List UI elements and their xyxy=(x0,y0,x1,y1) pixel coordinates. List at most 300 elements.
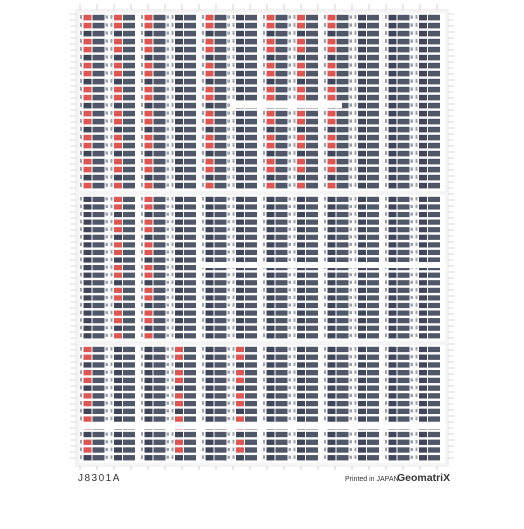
destination-label-sticker xyxy=(184,235,196,240)
destination-label-sticker xyxy=(389,347,397,352)
destination-label-sticker xyxy=(428,159,440,165)
label-index-mark xyxy=(294,417,296,421)
destination-label-sticker xyxy=(398,409,410,414)
label-index-mark xyxy=(263,355,265,359)
label-suffix-mark xyxy=(411,79,414,82)
destination-label-sticker xyxy=(184,273,196,278)
label-index-mark xyxy=(324,280,326,284)
label-index-mark xyxy=(202,63,204,67)
destination-label-sticker xyxy=(306,135,318,141)
destination-label-sticker xyxy=(84,227,92,232)
destination-label-sticker xyxy=(419,416,427,421)
destination-label-sticker xyxy=(358,127,366,133)
label-suffix-mark xyxy=(350,197,353,200)
destination-label-sticker xyxy=(215,31,227,37)
destination-label-sticker xyxy=(428,393,440,398)
destination-label-sticker xyxy=(215,159,227,165)
destination-label-sticker xyxy=(297,111,305,117)
destination-label-sticker xyxy=(245,362,257,367)
destination-label-sticker xyxy=(215,235,227,240)
destination-label-sticker xyxy=(245,87,257,93)
destination-label-sticker xyxy=(236,135,244,141)
destination-label-sticker xyxy=(428,280,440,285)
destination-label-sticker xyxy=(398,87,410,93)
destination-label-sticker xyxy=(276,212,288,217)
label-suffix-mark xyxy=(228,31,231,34)
destination-label-sticker xyxy=(337,295,349,300)
destination-label-sticker xyxy=(267,257,275,262)
destination-label-sticker xyxy=(123,87,135,93)
label-index-mark xyxy=(111,119,113,123)
destination-label-sticker xyxy=(419,175,427,181)
destination-label-sticker xyxy=(245,183,257,189)
label-suffix-mark xyxy=(411,183,414,186)
destination-label-sticker xyxy=(267,183,275,189)
label-index-mark xyxy=(172,227,174,231)
destination-label-sticker xyxy=(297,326,305,331)
label-suffix-mark xyxy=(106,159,109,162)
label-index-mark xyxy=(324,296,326,300)
label-index-mark xyxy=(80,205,82,209)
label-index-mark xyxy=(111,362,113,366)
label-suffix-mark xyxy=(350,228,353,231)
label-index-mark xyxy=(172,250,174,254)
destination-label-sticker xyxy=(154,39,166,45)
label-suffix-mark xyxy=(411,213,414,216)
destination-label-sticker xyxy=(184,310,196,315)
label-index-mark xyxy=(263,175,265,179)
destination-label-sticker xyxy=(93,39,105,45)
destination-label-sticker xyxy=(389,273,397,278)
label-index-mark xyxy=(233,303,235,307)
label-index-mark xyxy=(80,111,82,115)
destination-label-sticker xyxy=(84,416,92,421)
destination-label-sticker xyxy=(389,333,397,338)
destination-label-sticker xyxy=(184,143,196,149)
destination-label-sticker xyxy=(328,95,336,101)
label-suffix-mark xyxy=(106,167,109,170)
label-index-mark xyxy=(233,326,235,330)
label-suffix-mark xyxy=(106,183,109,186)
label-index-mark xyxy=(324,111,326,115)
label-index-mark xyxy=(263,227,265,231)
destination-label-sticker xyxy=(114,280,122,285)
label-index-mark xyxy=(416,432,418,436)
destination-label-sticker xyxy=(215,333,227,338)
destination-label-sticker xyxy=(306,257,318,262)
destination-label-sticker xyxy=(358,303,366,308)
destination-label-sticker xyxy=(306,455,318,460)
destination-label-sticker xyxy=(145,242,153,247)
label-suffix-mark xyxy=(289,394,292,397)
destination-label-sticker xyxy=(306,333,318,338)
label-index-mark xyxy=(172,197,174,201)
destination-label-sticker xyxy=(215,273,227,278)
destination-label-sticker xyxy=(84,355,92,360)
label-index-mark xyxy=(80,370,82,374)
label-suffix-mark xyxy=(167,258,170,261)
destination-label-sticker xyxy=(123,326,135,331)
label-index-mark xyxy=(80,355,82,359)
destination-label-sticker xyxy=(389,79,397,85)
destination-label-sticker xyxy=(337,447,349,452)
label-suffix-mark xyxy=(167,296,170,299)
destination-label-sticker xyxy=(184,326,196,331)
destination-label-sticker xyxy=(398,23,410,29)
destination-label-sticker xyxy=(297,23,305,29)
label-suffix-mark xyxy=(167,127,170,130)
label-index-mark xyxy=(141,205,143,209)
destination-label-sticker xyxy=(206,175,214,181)
destination-label-sticker xyxy=(215,183,227,189)
destination-label-sticker xyxy=(398,227,410,232)
label-suffix-mark xyxy=(289,456,292,459)
label-index-mark xyxy=(416,235,418,239)
destination-label-sticker xyxy=(337,23,349,29)
destination-label-sticker xyxy=(358,55,366,61)
label-index-mark xyxy=(111,318,113,322)
destination-label-sticker xyxy=(389,212,397,217)
destination-label-sticker xyxy=(175,79,183,85)
label-suffix-mark xyxy=(350,205,353,208)
destination-label-sticker xyxy=(245,355,257,360)
destination-label-sticker xyxy=(306,288,318,293)
destination-label-sticker xyxy=(215,362,227,367)
label-suffix-mark xyxy=(411,417,414,420)
destination-label-sticker xyxy=(328,295,336,300)
label-suffix-mark xyxy=(350,417,353,420)
destination-label-sticker xyxy=(367,385,379,390)
destination-label-sticker xyxy=(398,204,410,209)
destination-label-sticker xyxy=(236,212,244,217)
label-suffix-mark xyxy=(228,111,231,114)
printed-in-label: Printed in JAPAN xyxy=(345,476,399,483)
label-index-mark xyxy=(385,47,387,51)
label-index-mark xyxy=(111,303,113,307)
label-suffix-mark xyxy=(106,47,109,50)
label-index-mark xyxy=(172,220,174,224)
label-suffix-mark xyxy=(411,304,414,307)
destination-label-sticker xyxy=(123,409,135,414)
label-suffix-mark xyxy=(106,394,109,397)
label-index-mark xyxy=(324,183,326,187)
destination-label-sticker xyxy=(236,326,244,331)
destination-label-sticker xyxy=(184,333,196,338)
destination-label-sticker xyxy=(267,440,275,445)
label-index-mark xyxy=(416,159,418,163)
destination-label-sticker xyxy=(145,257,153,262)
label-suffix-mark xyxy=(167,220,170,223)
label-index-mark xyxy=(141,15,143,19)
destination-label-sticker xyxy=(114,103,122,109)
destination-label-sticker xyxy=(428,378,440,383)
label-index-mark xyxy=(202,386,204,390)
destination-label-sticker xyxy=(215,250,227,255)
destination-label-sticker xyxy=(175,87,183,93)
destination-label-sticker xyxy=(306,416,318,421)
destination-label-sticker xyxy=(123,220,135,225)
destination-label-sticker xyxy=(236,273,244,278)
destination-label-sticker xyxy=(389,385,397,390)
destination-label-sticker xyxy=(419,55,427,61)
destination-label-sticker xyxy=(306,23,318,29)
label-suffix-mark xyxy=(167,326,170,329)
destination-label-sticker xyxy=(358,87,366,93)
destination-label-sticker xyxy=(114,55,122,61)
destination-label-sticker xyxy=(175,135,183,141)
label-suffix-mark xyxy=(106,347,109,350)
label-suffix-mark xyxy=(228,95,231,98)
destination-label-sticker xyxy=(175,242,183,247)
destination-label-sticker xyxy=(245,151,257,157)
destination-label-sticker xyxy=(267,393,275,398)
destination-label-sticker xyxy=(184,15,196,21)
label-suffix-mark xyxy=(411,135,414,138)
label-suffix-mark xyxy=(289,386,292,389)
destination-label-sticker xyxy=(154,127,166,133)
label-index-mark xyxy=(80,143,82,147)
label-suffix-mark xyxy=(289,183,292,186)
destination-label-sticker xyxy=(337,79,349,85)
label-index-mark xyxy=(233,455,235,459)
destination-label-sticker xyxy=(389,197,397,202)
destination-label-sticker xyxy=(123,440,135,445)
label-suffix-mark xyxy=(350,243,353,246)
destination-label-sticker xyxy=(367,167,379,173)
label-index-mark xyxy=(172,409,174,413)
label-suffix-mark xyxy=(350,448,353,451)
destination-label-sticker xyxy=(154,265,166,270)
destination-label-sticker xyxy=(145,385,153,390)
destination-label-sticker xyxy=(236,23,244,29)
destination-label-sticker xyxy=(328,310,336,315)
destination-label-sticker xyxy=(367,455,379,460)
destination-label-sticker xyxy=(84,167,92,173)
destination-label-sticker xyxy=(215,409,227,414)
destination-label-sticker xyxy=(93,326,105,331)
label-index-mark xyxy=(233,318,235,322)
label-suffix-mark xyxy=(167,39,170,42)
label-index-mark xyxy=(355,183,357,187)
destination-label-sticker xyxy=(297,280,305,285)
destination-label-sticker xyxy=(328,242,336,247)
destination-label-sticker xyxy=(297,250,305,255)
label-index-mark xyxy=(111,355,113,359)
label-index-mark xyxy=(324,235,326,239)
destination-label-sticker xyxy=(297,310,305,315)
destination-label-sticker xyxy=(297,333,305,338)
destination-label-sticker xyxy=(206,273,214,278)
destination-label-sticker xyxy=(184,242,196,247)
label-suffix-mark xyxy=(350,440,353,443)
destination-label-sticker xyxy=(154,370,166,375)
destination-label-sticker xyxy=(297,95,305,101)
label-index-mark xyxy=(141,393,143,397)
destination-label-sticker xyxy=(398,111,410,117)
label-suffix-mark xyxy=(289,448,292,451)
destination-label-sticker xyxy=(215,63,227,69)
destination-label-sticker xyxy=(428,95,440,101)
destination-label-sticker xyxy=(276,204,288,209)
label-suffix-mark xyxy=(411,205,414,208)
destination-label-sticker xyxy=(358,103,366,109)
label-suffix-mark xyxy=(106,409,109,412)
destination-label-sticker xyxy=(145,39,153,45)
label-index-mark xyxy=(294,159,296,163)
destination-label-sticker xyxy=(419,242,427,247)
label-suffix-mark xyxy=(106,39,109,42)
label-index-mark xyxy=(385,63,387,67)
destination-label-sticker xyxy=(337,432,349,437)
destination-label-sticker xyxy=(306,55,318,61)
destination-label-sticker xyxy=(245,295,257,300)
destination-label-sticker xyxy=(84,432,92,437)
destination-label-sticker xyxy=(267,127,275,133)
destination-label-sticker xyxy=(245,31,257,37)
destination-label-sticker xyxy=(337,63,349,69)
label-index-mark xyxy=(324,197,326,201)
label-index-mark xyxy=(416,79,418,83)
destination-label-sticker xyxy=(114,204,122,209)
label-suffix-mark xyxy=(350,15,353,18)
destination-label-sticker xyxy=(93,280,105,285)
destination-label-sticker xyxy=(306,401,318,406)
destination-label-sticker xyxy=(236,197,244,202)
label-index-mark xyxy=(385,455,387,459)
label-index-mark xyxy=(202,370,204,374)
destination-label-sticker xyxy=(206,432,214,437)
destination-label-sticker xyxy=(389,127,397,133)
label-index-mark xyxy=(233,87,235,91)
destination-label-sticker xyxy=(154,295,166,300)
label-index-mark xyxy=(416,39,418,43)
label-suffix-mark xyxy=(411,228,414,231)
destination-label-sticker xyxy=(154,167,166,173)
destination-label-sticker xyxy=(306,318,318,323)
destination-label-sticker xyxy=(245,212,257,217)
destination-label-sticker xyxy=(236,378,244,383)
destination-label-sticker xyxy=(84,23,92,29)
destination-label-sticker xyxy=(93,378,105,383)
destination-label-sticker xyxy=(184,111,196,117)
label-index-mark xyxy=(416,355,418,359)
label-index-mark xyxy=(294,318,296,322)
destination-label-sticker xyxy=(267,204,275,209)
label-index-mark xyxy=(141,175,143,179)
label-index-mark xyxy=(324,227,326,231)
destination-label-sticker xyxy=(398,250,410,255)
label-index-mark xyxy=(263,119,265,123)
destination-label-sticker xyxy=(306,71,318,77)
destination-label-sticker xyxy=(398,63,410,69)
destination-label-sticker xyxy=(215,385,227,390)
label-index-mark xyxy=(324,448,326,452)
destination-label-sticker xyxy=(419,235,427,240)
destination-label-sticker xyxy=(215,47,227,53)
label-index-mark xyxy=(233,143,235,147)
label-index-mark xyxy=(385,135,387,139)
destination-label-sticker xyxy=(398,39,410,45)
label-index-mark xyxy=(172,288,174,292)
destination-label-sticker xyxy=(154,242,166,247)
destination-label-sticker xyxy=(419,401,427,406)
label-index-mark xyxy=(172,143,174,147)
label-suffix-mark xyxy=(228,55,231,58)
label-index-mark xyxy=(324,167,326,171)
label-suffix-mark xyxy=(411,151,414,154)
destination-label-sticker xyxy=(184,95,196,101)
label-suffix-mark xyxy=(106,258,109,261)
label-index-mark xyxy=(294,455,296,459)
destination-label-sticker xyxy=(428,15,440,21)
label-index-mark xyxy=(172,303,174,307)
destination-label-sticker xyxy=(184,183,196,189)
destination-label-sticker xyxy=(245,347,257,352)
label-suffix-mark xyxy=(167,183,170,186)
destination-label-sticker xyxy=(175,416,183,421)
destination-label-sticker xyxy=(114,39,122,45)
destination-label-sticker xyxy=(154,347,166,352)
label-index-mark xyxy=(294,227,296,231)
destination-label-sticker xyxy=(114,47,122,53)
label-index-mark xyxy=(324,127,326,131)
label-index-mark xyxy=(172,333,174,337)
label-suffix-mark xyxy=(167,15,170,18)
destination-label-sticker xyxy=(328,135,336,141)
destination-label-sticker xyxy=(84,39,92,45)
label-suffix-mark xyxy=(289,228,292,231)
destination-label-sticker xyxy=(206,310,214,315)
label-index-mark xyxy=(80,303,82,307)
destination-label-sticker xyxy=(389,135,397,141)
destination-label-sticker xyxy=(215,401,227,406)
destination-label-sticker xyxy=(358,143,366,149)
label-suffix-mark xyxy=(411,243,414,246)
label-index-mark xyxy=(80,288,82,292)
label-suffix-mark xyxy=(228,87,231,90)
label-index-mark xyxy=(263,378,265,382)
destination-label-sticker xyxy=(267,143,275,149)
destination-label-sticker xyxy=(84,220,92,225)
destination-label-sticker xyxy=(428,310,440,315)
label-suffix-mark xyxy=(228,197,231,200)
destination-label-sticker xyxy=(358,409,366,414)
label-index-mark xyxy=(141,362,143,366)
destination-label-sticker xyxy=(267,47,275,53)
destination-label-sticker xyxy=(358,204,366,209)
label-index-mark xyxy=(294,401,296,405)
label-index-mark xyxy=(355,127,357,131)
label-index-mark xyxy=(263,39,265,43)
label-index-mark xyxy=(172,135,174,139)
destination-label-sticker xyxy=(175,447,183,452)
label-index-mark xyxy=(385,71,387,75)
destination-label-sticker xyxy=(93,235,105,240)
destination-label-sticker xyxy=(328,303,336,308)
destination-label-sticker xyxy=(276,416,288,421)
label-index-mark xyxy=(80,417,82,421)
label-suffix-mark xyxy=(289,355,292,358)
destination-label-sticker xyxy=(328,220,336,225)
destination-label-sticker xyxy=(367,432,379,437)
destination-label-sticker xyxy=(276,87,288,93)
destination-label-sticker xyxy=(175,212,183,217)
label-suffix-mark xyxy=(350,363,353,366)
destination-label-sticker xyxy=(297,370,305,375)
label-index-mark xyxy=(294,119,296,123)
destination-label-sticker xyxy=(236,47,244,53)
label-index-mark xyxy=(263,455,265,459)
